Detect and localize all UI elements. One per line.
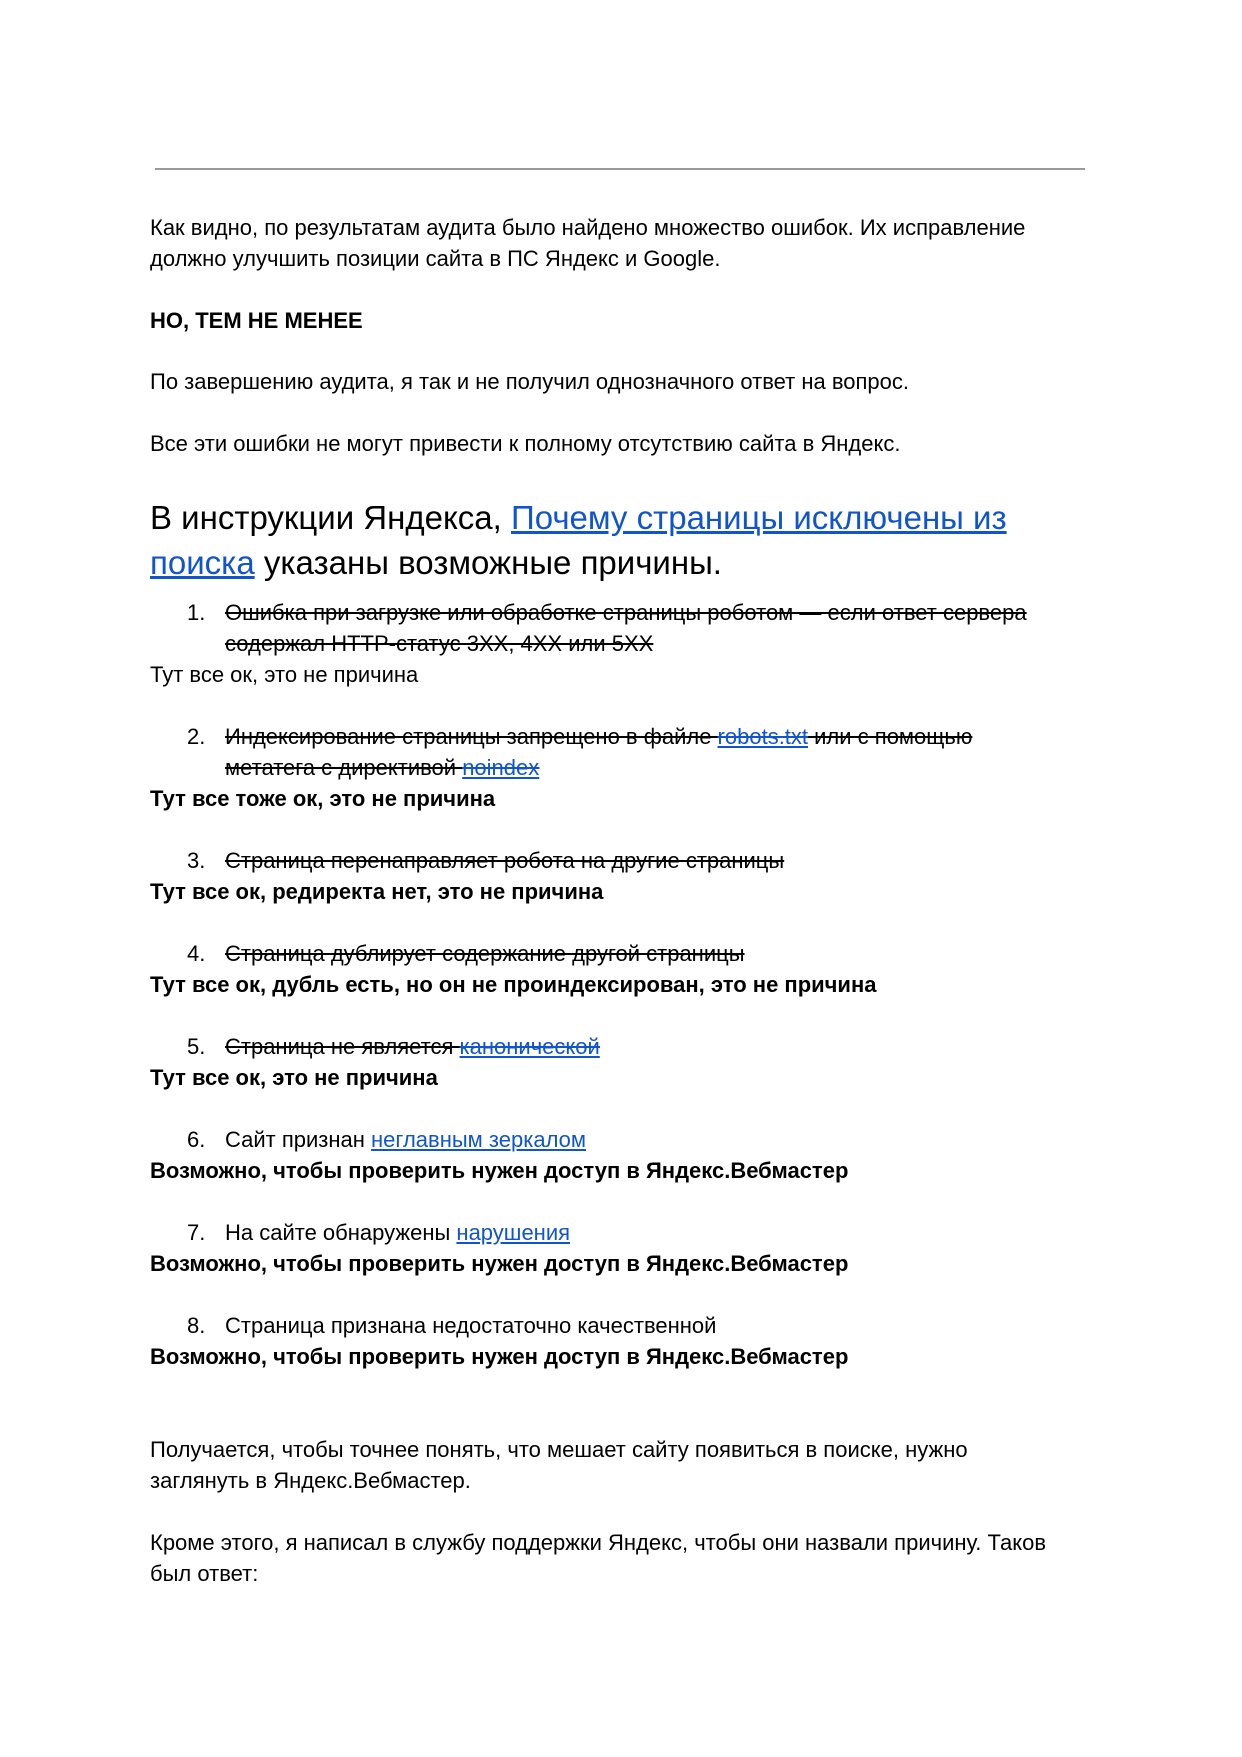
list-item-text: Страница не является [225, 1034, 460, 1059]
list-item-text: Индексирование страницы запрещено в файле [225, 724, 718, 749]
list-number: 1. [187, 600, 206, 625]
big-heading-suffix: указаны возможные причины. [254, 544, 722, 581]
list-item-text [225, 1124, 1100, 1155]
big-heading-line-2 [150, 540, 722, 585]
intro-line-2: должно улучшить позиции сайта в ПС Яндекс и Google. [150, 246, 721, 271]
intro-line-1: Как видно, по результатам аудита было найдено множество ошибок. Их исправление [150, 215, 1026, 240]
comment-6: Возможно, чтобы проверить нужен доступ в Яндекс.Вебмастер [150, 1158, 849, 1183]
list-item-text-line-2 [225, 752, 1100, 783]
list-number: 6. [187, 1127, 206, 1152]
big-heading-prefix: В инструкции Яндекса, [150, 499, 511, 536]
list-number: 5. [187, 1034, 206, 1059]
list-number: 2. [187, 724, 206, 749]
comment-1: Тут все ок, это не причина [150, 662, 419, 687]
noindex-link[interactable]: noindex [462, 755, 540, 780]
list-item-1 [150, 597, 1100, 659]
violations-link[interactable]: нарушения [456, 1220, 571, 1245]
conclusion-line-2: заглянуть в Яндекс.Вебмастер. [150, 1468, 471, 1493]
comment-2: Тут все тоже ок, это не причина [150, 786, 496, 811]
list-item-4 [150, 938, 1100, 969]
list-item-2 [150, 721, 1100, 783]
comment-5: Тут все ок, это не причина [150, 1065, 438, 1090]
list-item-7 [150, 1217, 1100, 1248]
list-item-8 [150, 1310, 1100, 1341]
list-item-text [225, 1031, 1100, 1062]
list-item-6 [150, 1124, 1100, 1155]
list-item-text: Страница перенаправляет робота на другие страницы [225, 848, 785, 873]
support-line-2: был ответ: [150, 1561, 259, 1586]
canonical-link[interactable]: канонической [459, 1034, 600, 1059]
comment-7: Возможно, чтобы проверить нужен доступ в Яндекс.Вебмастер [150, 1251, 849, 1276]
list-number: 7. [187, 1220, 206, 1245]
paragraph-audit-result: По завершению аудита, я так и не получил однозначного ответ на вопрос. [150, 369, 910, 394]
list-item-text: метатега с директивой [225, 755, 463, 780]
list-item-text [225, 1217, 1100, 1248]
heading-bold: НО, ТЕМ НЕ МЕНЕЕ [150, 308, 363, 333]
big-heading-line-1 [150, 495, 1007, 540]
yandex-help-link-cont[interactable]: поиска [150, 544, 255, 581]
conclusion-line-1: Получается, чтобы точнее понять, что мешает сайту появиться в поиске, нужно [150, 1437, 968, 1462]
list-item-text: Страница дублирует содержание другой страницы [225, 941, 745, 966]
non-main-mirror-link[interactable]: неглавным зеркалом [371, 1127, 587, 1152]
comment-3: Тут все ок, редиректа нет, это не причина [150, 879, 604, 904]
comment-4: Тут все ок, дубль есть, но он не проиндексирован, это не причина [150, 972, 877, 997]
robots-txt-link[interactable]: robots.txt [717, 724, 809, 749]
list-item-text-line-1 [225, 721, 1100, 752]
list-item-text-line-2: содержал HTTP-статус 3XX, 4XX или 5XX [225, 631, 654, 656]
list-item-text: Сайт признан [225, 1127, 372, 1152]
list-number: 4. [187, 941, 206, 966]
list-item-text: или с помощью [808, 724, 973, 749]
list-number: 8. [187, 1313, 206, 1338]
list-item-text-line-1: Ошибка при загрузке или обработке страницы роботом — если ответ сервера [225, 600, 1027, 625]
list-number: 3. [187, 848, 206, 873]
list-item-3 [150, 845, 1100, 876]
list-item-text: На сайте обнаружены [225, 1220, 457, 1245]
list-item-text: Страница признана недостаточно качественной [225, 1313, 717, 1338]
list-item-5 [150, 1031, 1100, 1062]
support-line-1: Кроме этого, я написал в службу поддержки Яндекс, чтобы они назвали причину. Таков [150, 1530, 1047, 1555]
horizontal-rule [155, 168, 1085, 170]
yandex-help-link[interactable]: Почему страницы исключены из [510, 499, 1007, 536]
paragraph-errors: Все эти ошибки не могут привести к полному отсутствию сайта в Яндекс. [150, 431, 901, 456]
comment-8: Возможно, чтобы проверить нужен доступ в Яндекс.Вебмастер [150, 1344, 849, 1369]
